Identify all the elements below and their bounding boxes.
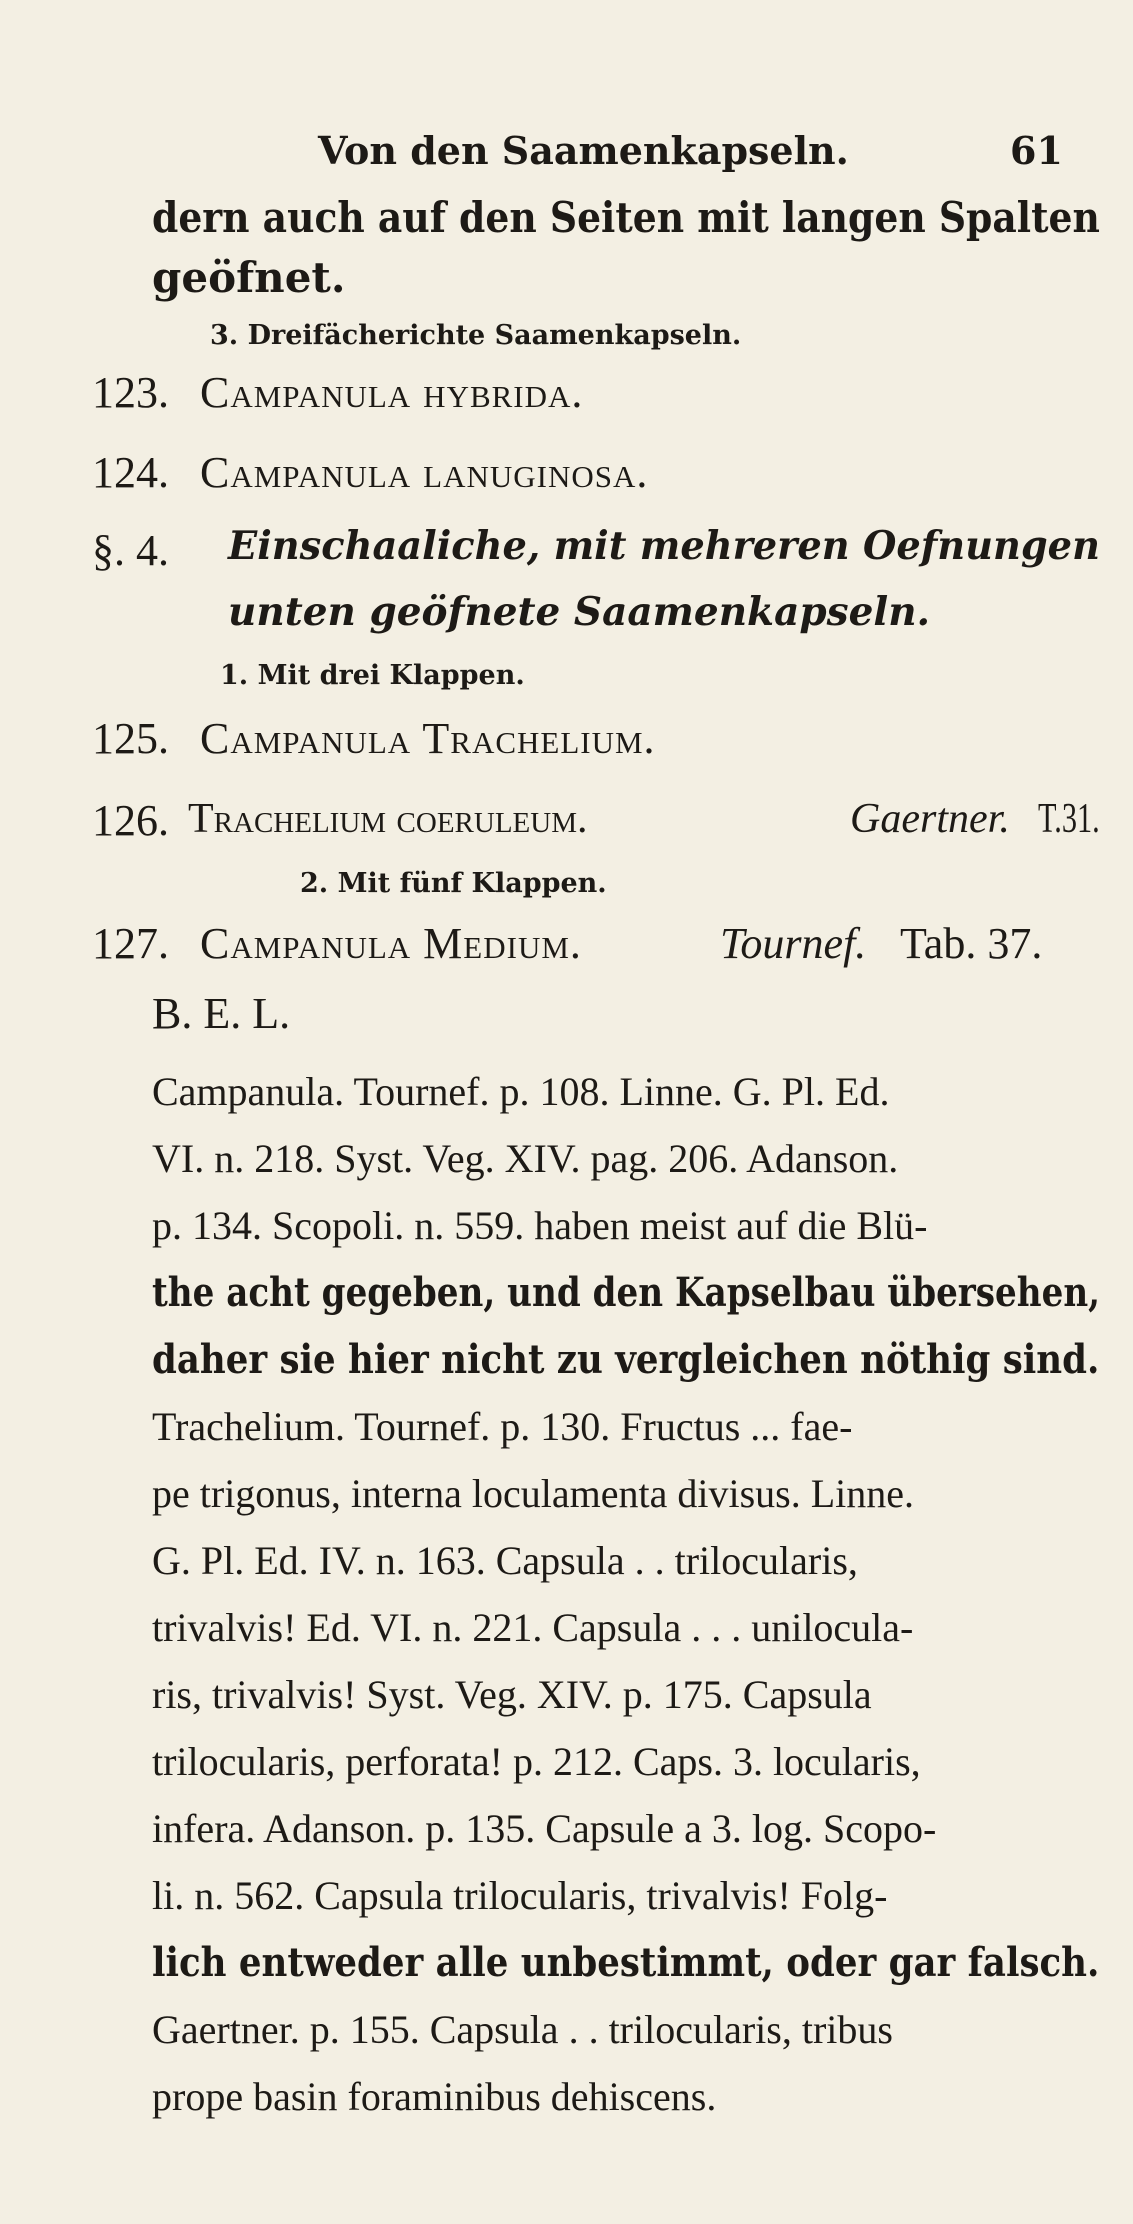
entry-number: 126. — [92, 796, 169, 845]
species-entry: Trachelium coeruleum. — [188, 796, 588, 842]
paragraph-line: trilocularis, perforata! p. 212. Caps. 3. locularis, — [152, 1739, 921, 1784]
author-citation: Gaertner. — [850, 796, 1010, 842]
paragraph-line: ris, trivalvis! Syst. Veg. XIV. p. 175. Capsula — [152, 1672, 872, 1717]
paragraph-line: p. 134. Scopoli. n. 559. haben meist auf die Blü- — [152, 1203, 928, 1248]
paragraph-line: VI. n. 218. Syst. Veg. XIV. pag. 206. Adanson. — [152, 1136, 899, 1181]
paragraph-line: infera. Adanson. p. 135. Capsule a 3. log. Scopo- — [152, 1806, 937, 1851]
section-subheading: 1. Mit drei Klappen. — [220, 660, 525, 691]
entry-number: 125. — [92, 714, 169, 763]
species-entry: Campanula hybrida. — [200, 368, 584, 417]
page-number: 61 — [1010, 128, 1063, 173]
paragraph-line: li. n. 562. Capsula trilocularis, trivalvis! Folg- — [152, 1873, 888, 1918]
paragraph-line: G. Pl. Ed. IV. n. 163. Capsula . . trilocularis, — [152, 1538, 858, 1583]
text-line: dern auch auf den Seiten mit langen Spalten — [152, 193, 1100, 242]
species-entry: Campanula lanuginosa. — [200, 448, 649, 497]
section-subheading: 2. Mit fünf Klappen. — [300, 868, 607, 899]
entry-number: 127. — [92, 919, 169, 968]
species-entry: Campanula Trachelium. — [200, 714, 656, 763]
paragraph-line: daher sie hier nicht zu vergleichen nöthig sind. — [152, 1336, 1100, 1383]
entry-number: 124. — [92, 448, 169, 497]
running-header: Von den Saamenkapseln. — [318, 128, 849, 173]
text-line: geöfnet. — [152, 253, 346, 302]
paragraph-line: Trachelium. Tournef. p. 130. Fructus ... fae- — [152, 1404, 853, 1449]
plate-reference: T.31. — [1038, 796, 1100, 842]
text-line: B. E. L. — [152, 989, 291, 1038]
paragraph-line: Gaertner. p. 155. Capsula . . trilocularis, tribus — [152, 2007, 893, 2052]
plate-reference: Tab. 37. — [900, 919, 1043, 968]
paragraph-line: trivalvis! Ed. VI. n. 221. Capsula . . . unilocula- — [152, 1605, 914, 1650]
section-heading: Einschaaliche, mit mehreren Oefnungen — [228, 523, 1100, 569]
author-citation: Tournef. — [720, 919, 867, 968]
species-entry: Campanula Medium. — [200, 919, 582, 968]
section-subheading: 3. Dreifächerichte Saamenkapseln. — [210, 320, 742, 351]
section-heading: unten geöfnete Saamenkapseln. — [228, 589, 931, 635]
paragraph-line: Campanula. Tournef. p. 108. Linne. G. Pl. Ed. — [152, 1069, 890, 1114]
entry-number: 123. — [92, 368, 169, 417]
paragraph-line: the acht gegeben, und den Kapselbau übersehen, — [152, 1269, 1101, 1316]
paragraph-line: lich entweder alle unbestimmt, oder gar falsch. — [152, 1939, 1100, 1986]
paragraph-line: pe trigonus, interna loculamenta divisus. Linne. — [152, 1471, 915, 1516]
section-number: §. 4. — [92, 526, 169, 575]
paragraph-line: prope basin foraminibus dehiscens. — [152, 2074, 717, 2119]
